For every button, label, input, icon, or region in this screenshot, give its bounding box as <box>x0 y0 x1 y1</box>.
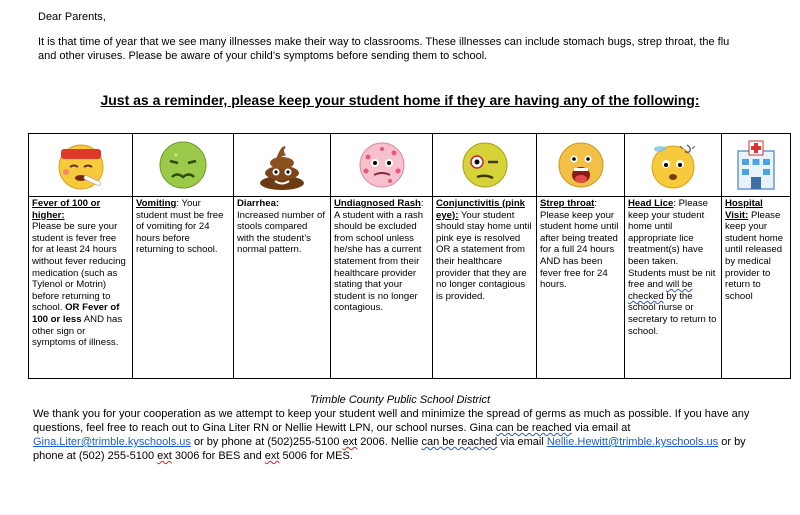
email-link-gina[interactable]: Gina.Liter@trimble.kyschools.us <box>33 436 191 448</box>
email-link-nellie[interactable]: Nellie.Hewitt@trimble.kyschools.us <box>546 436 719 448</box>
diarrhea-text: Increased number of stools compared with the student’s normal pattern. <box>237 209 325 256</box>
pink-eye-emoji-icon <box>457 137 513 193</box>
closing-text-2: via email at <box>571 422 631 434</box>
hospital-text: Please keep your student home until released by medical provider to return to school <box>725 209 784 302</box>
closing-paragraph <box>33 407 773 463</box>
rash-icon-cell <box>331 134 433 197</box>
vomiting-title: Vomiting <box>136 198 177 209</box>
diarrhea-cell <box>234 197 331 379</box>
symptoms-table <box>28 133 791 379</box>
sore-throat-emoji-icon <box>553 137 609 193</box>
rash-title: Undiagnosed Rash <box>334 198 421 209</box>
lice-text: : Please keep your student home until appropriate lice treatment(s) have been taken. Students must be nit free and <box>628 198 716 291</box>
diarrhea-title: Diarrhea: <box>237 198 280 209</box>
district-name: Trimble County Public School District <box>309 394 491 406</box>
lice-title: Head Lice <box>628 198 674 209</box>
poop-emoji-icon <box>254 137 310 193</box>
hospital-cell <box>722 197 791 379</box>
conjunctivitis-text: Your student should stay home until pink eye is resolved OR a statement from their healthcare provider that they are no longer contagious is provided. <box>436 209 532 302</box>
vomiting-icon-cell <box>133 134 234 197</box>
rash-text: : A student with a rash should be excluded from school unless he/she has a current statement from their healthcare provider stating that your student is no longer contagious. <box>334 198 424 314</box>
rash-cell <box>331 197 433 379</box>
fever-threshold: OR Fever of 100 or less <box>32 302 120 325</box>
can-be-reached-phrase-2: can be reached <box>421 436 498 448</box>
fever-text-tail: AND has other sign or symptoms of illness. <box>32 313 123 349</box>
intro-paragraph: It is that time of year that we see many illnesses make their way to classrooms. These illnesses can include stomach bugs, strep throat, the flu and other viruses. Please be aware of your child’s symptoms before sending them to school. <box>38 36 730 62</box>
closing-text-7: 3006 for BES and <box>171 450 265 462</box>
hospital-icon <box>731 137 781 193</box>
reminder-heading: Just as a reminder, please keep your student home if they are having any of the following: <box>100 92 700 108</box>
closing-text-8: 5006 for MES. <box>279 450 353 462</box>
lice-icon-cell <box>625 134 722 197</box>
lice-text-tail: by the school nurse or secretary to return to school. <box>628 290 717 337</box>
hospital-title: Hospital Visit: <box>725 198 763 221</box>
conjunctivitis-title: Conjunctivitis (pink eye): <box>436 198 526 221</box>
strep-text: : Please keep your student home until after being treated for a full 24 hours AND has been fever free for 24 hours. <box>540 198 619 291</box>
diarrhea-icon-cell <box>234 134 331 197</box>
ext-abbrev-3: ext <box>264 450 280 462</box>
conjunctivitis-cell <box>433 197 537 379</box>
head-lice-emoji-icon <box>645 137 701 193</box>
fever-icon-cell <box>29 134 133 197</box>
nauseated-face-emoji-icon <box>155 137 211 193</box>
can-be-reached-phrase-1: can be reached <box>495 422 572 434</box>
closing-text-5: via email <box>497 436 547 448</box>
hospital-icon-cell <box>722 134 791 197</box>
closing-text-4: 2006. Nellie <box>357 436 422 448</box>
lice-cell <box>625 197 722 379</box>
strep-title: Strep throat <box>540 198 595 209</box>
greeting: Dear Parents, <box>38 11 106 23</box>
rash-face-emoji-icon <box>354 137 410 193</box>
strep-icon-cell <box>537 134 625 197</box>
vomiting-text: : Your student must be free of vomiting for 24 hours before returning to school. <box>136 198 224 256</box>
fever-title: Fever of 100 or higher: <box>32 198 101 221</box>
closing-text-1: We thank you for your cooperation as we attempt to keep your student well and minimize the spread of germs as much as possible. If you have any questions, feel free to reach out to Gina Liter RN or Nellie Hewitt LPN, our school nurses. Gina <box>33 408 750 434</box>
closing-text-6: or by phone at (502) 255-5100 <box>33 436 746 462</box>
ext-abbrev-2: ext <box>157 450 172 462</box>
fever-cell <box>29 197 133 379</box>
conjunctivitis-icon-cell <box>433 134 537 197</box>
closing-text-3: or by phone at (502)255-5100 <box>190 436 343 448</box>
strep-cell <box>537 197 625 379</box>
vomiting-cell <box>133 197 234 379</box>
sick-thermometer-emoji-icon <box>53 137 109 193</box>
ext-abbrev-1: ext <box>342 436 358 448</box>
lice-checked-phrase: will be checked <box>628 279 693 302</box>
fever-text: Please be sure your student is fever free for at least 24 hours without fever reducing medication (such as Tylenol or Motrin) before returning to school. <box>32 221 126 314</box>
